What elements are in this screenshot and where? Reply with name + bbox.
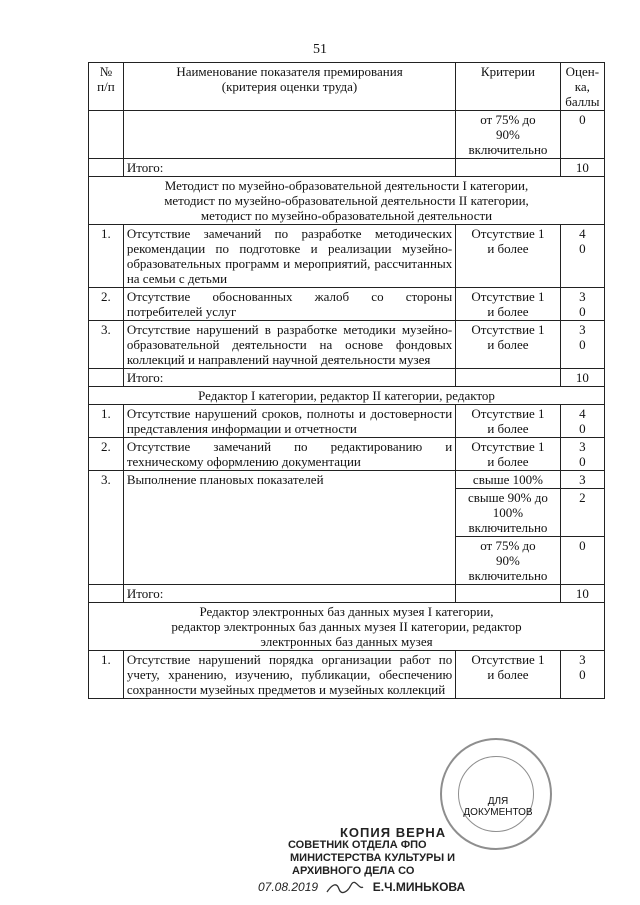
table-cell <box>89 585 124 603</box>
score-cell: 4 0 <box>560 405 604 438</box>
score-cell: 0 <box>560 537 604 585</box>
table-row <box>89 438 605 471</box>
header-num: № п/п <box>89 63 124 111</box>
total-row <box>89 159 605 177</box>
score-cell: 0 <box>560 111 604 159</box>
criteria-cell: Отсутствие 1 и более <box>456 405 560 438</box>
criteria-cell: свыше 100% <box>456 471 560 489</box>
section-title: Методист по музейно-образовательной деятельности I категории, методист по музейно-образовательной деятельности II категории, методист по музейно-образовательной деятельности <box>89 177 605 225</box>
table-cell <box>456 159 560 177</box>
total-value: 10 <box>560 585 604 603</box>
row-number: 1. <box>89 225 124 288</box>
section-title: Редактор электронных баз данных музея I категории, редактор электронных баз данных музея II категории, редактор электронных баз данных музея <box>89 603 605 651</box>
indicator-name: Выполнение плановых показателей <box>123 471 455 585</box>
bonus-criteria-table <box>88 62 605 699</box>
section-header-row <box>89 603 605 651</box>
section-header-row <box>89 177 605 225</box>
criteria-cell: Отсутствие 1 и более <box>456 225 560 288</box>
table-header-row <box>89 63 605 111</box>
total-value: 10 <box>560 159 604 177</box>
total-label: Итого: <box>123 159 455 177</box>
row-number: 2. <box>89 438 124 471</box>
cert-department: АРХИВНОГО ДЕЛА СО <box>292 865 415 877</box>
row-number: 3. <box>89 321 124 369</box>
row-number: 2. <box>89 288 124 321</box>
cert-position: СОВЕТНИК ОТДЕЛА ФПО <box>288 839 427 851</box>
score-cell: 3 0 <box>560 321 604 369</box>
total-row <box>89 585 605 603</box>
row-number: 1. <box>89 651 124 699</box>
seal-text: ДЛЯ ДОКУМЕНТОВ <box>463 796 533 818</box>
row-number: 3. <box>89 471 124 585</box>
indicator-name: Отсутствие нарушений порядка организации работ по учету, хранению, изучению, публикации, обеспечению сохранности музейных предметов и музейных коллекций <box>123 651 455 699</box>
table-cell <box>456 369 560 387</box>
signature-date: 07.08.2019 <box>258 880 319 894</box>
criteria-cell: Отсутствие 1 и более <box>456 651 560 699</box>
total-label: Итого: <box>123 369 455 387</box>
total-label: Итого: <box>123 585 455 603</box>
table-row <box>89 471 605 489</box>
indicator-name: Отсутствие обоснованных жалоб со стороны потребителей услуг <box>123 288 455 321</box>
score-cell: 3 0 <box>560 288 604 321</box>
table-row <box>89 288 605 321</box>
page-number: 51 <box>313 42 327 57</box>
criteria-cell: Отсутствие 1 и более <box>456 288 560 321</box>
indicator-name: Отсутствие нарушений сроков, полноты и достоверности представления информации и отчетности <box>123 405 455 438</box>
signer-name: Е.Ч.МИНЬКОВА <box>372 880 466 894</box>
header-name: Наименование показателя премирования (критерия оценки труда) <box>123 63 455 111</box>
table-cell <box>89 369 124 387</box>
cert-ministry: МИНИСТЕРСТВА КУЛЬТУРЫ И <box>290 852 456 864</box>
score-cell: 3 <box>560 471 604 489</box>
total-value: 10 <box>560 369 604 387</box>
score-cell: 3 0 <box>560 438 604 471</box>
table-cell <box>89 111 124 159</box>
signature-row <box>258 880 465 895</box>
cert-copy-correct: КОПИЯ ВЕРНА <box>340 825 447 840</box>
carry-over-row <box>89 111 605 159</box>
criteria-cell: Отсутствие 1 и более <box>456 438 560 471</box>
table-row <box>89 225 605 288</box>
total-row <box>89 369 605 387</box>
criteria-cell: Отсутствие 1 и более <box>456 321 560 369</box>
indicator-name: Отсутствие нарушений в разработке методики музейно-образовательной деятельности на основе фондовых коллекций и направлений научной деятельности музея <box>123 321 455 369</box>
table-row <box>89 405 605 438</box>
table-row <box>89 651 605 699</box>
criteria-cell: свыше 90% до 100% включительно <box>456 489 560 537</box>
signature-mark <box>325 881 365 895</box>
criteria-cell: от 75% до 90% включительно <box>456 537 560 585</box>
row-number: 1. <box>89 405 124 438</box>
indicator-name: Отсутствие замечаний по редактированию и техническому оформлению документации <box>123 438 455 471</box>
section-header-row <box>89 387 605 405</box>
table-row <box>89 321 605 369</box>
score-cell: 4 0 <box>560 225 604 288</box>
round-seal <box>440 738 552 850</box>
indicator-name: Отсутствие замечаний по разработке методических рекомендации по подготовке и реализации музейно-образовательных программ и мероприятий, рассчитанных на семьи с детьми <box>123 225 455 288</box>
table-cell <box>89 159 124 177</box>
score-cell: 3 0 <box>560 651 604 699</box>
score-cell: 2 <box>560 489 604 537</box>
header-criteria: Критерии <box>456 63 560 111</box>
table-cell <box>123 111 455 159</box>
certification-block <box>288 826 455 878</box>
section-title: Редактор I категории, редактор II категории, редактор <box>89 387 605 405</box>
header-score: Оцен- ка, баллы <box>560 63 604 111</box>
table-cell <box>456 585 560 603</box>
criteria-cell: от 75% до 90% включительно <box>456 111 560 159</box>
